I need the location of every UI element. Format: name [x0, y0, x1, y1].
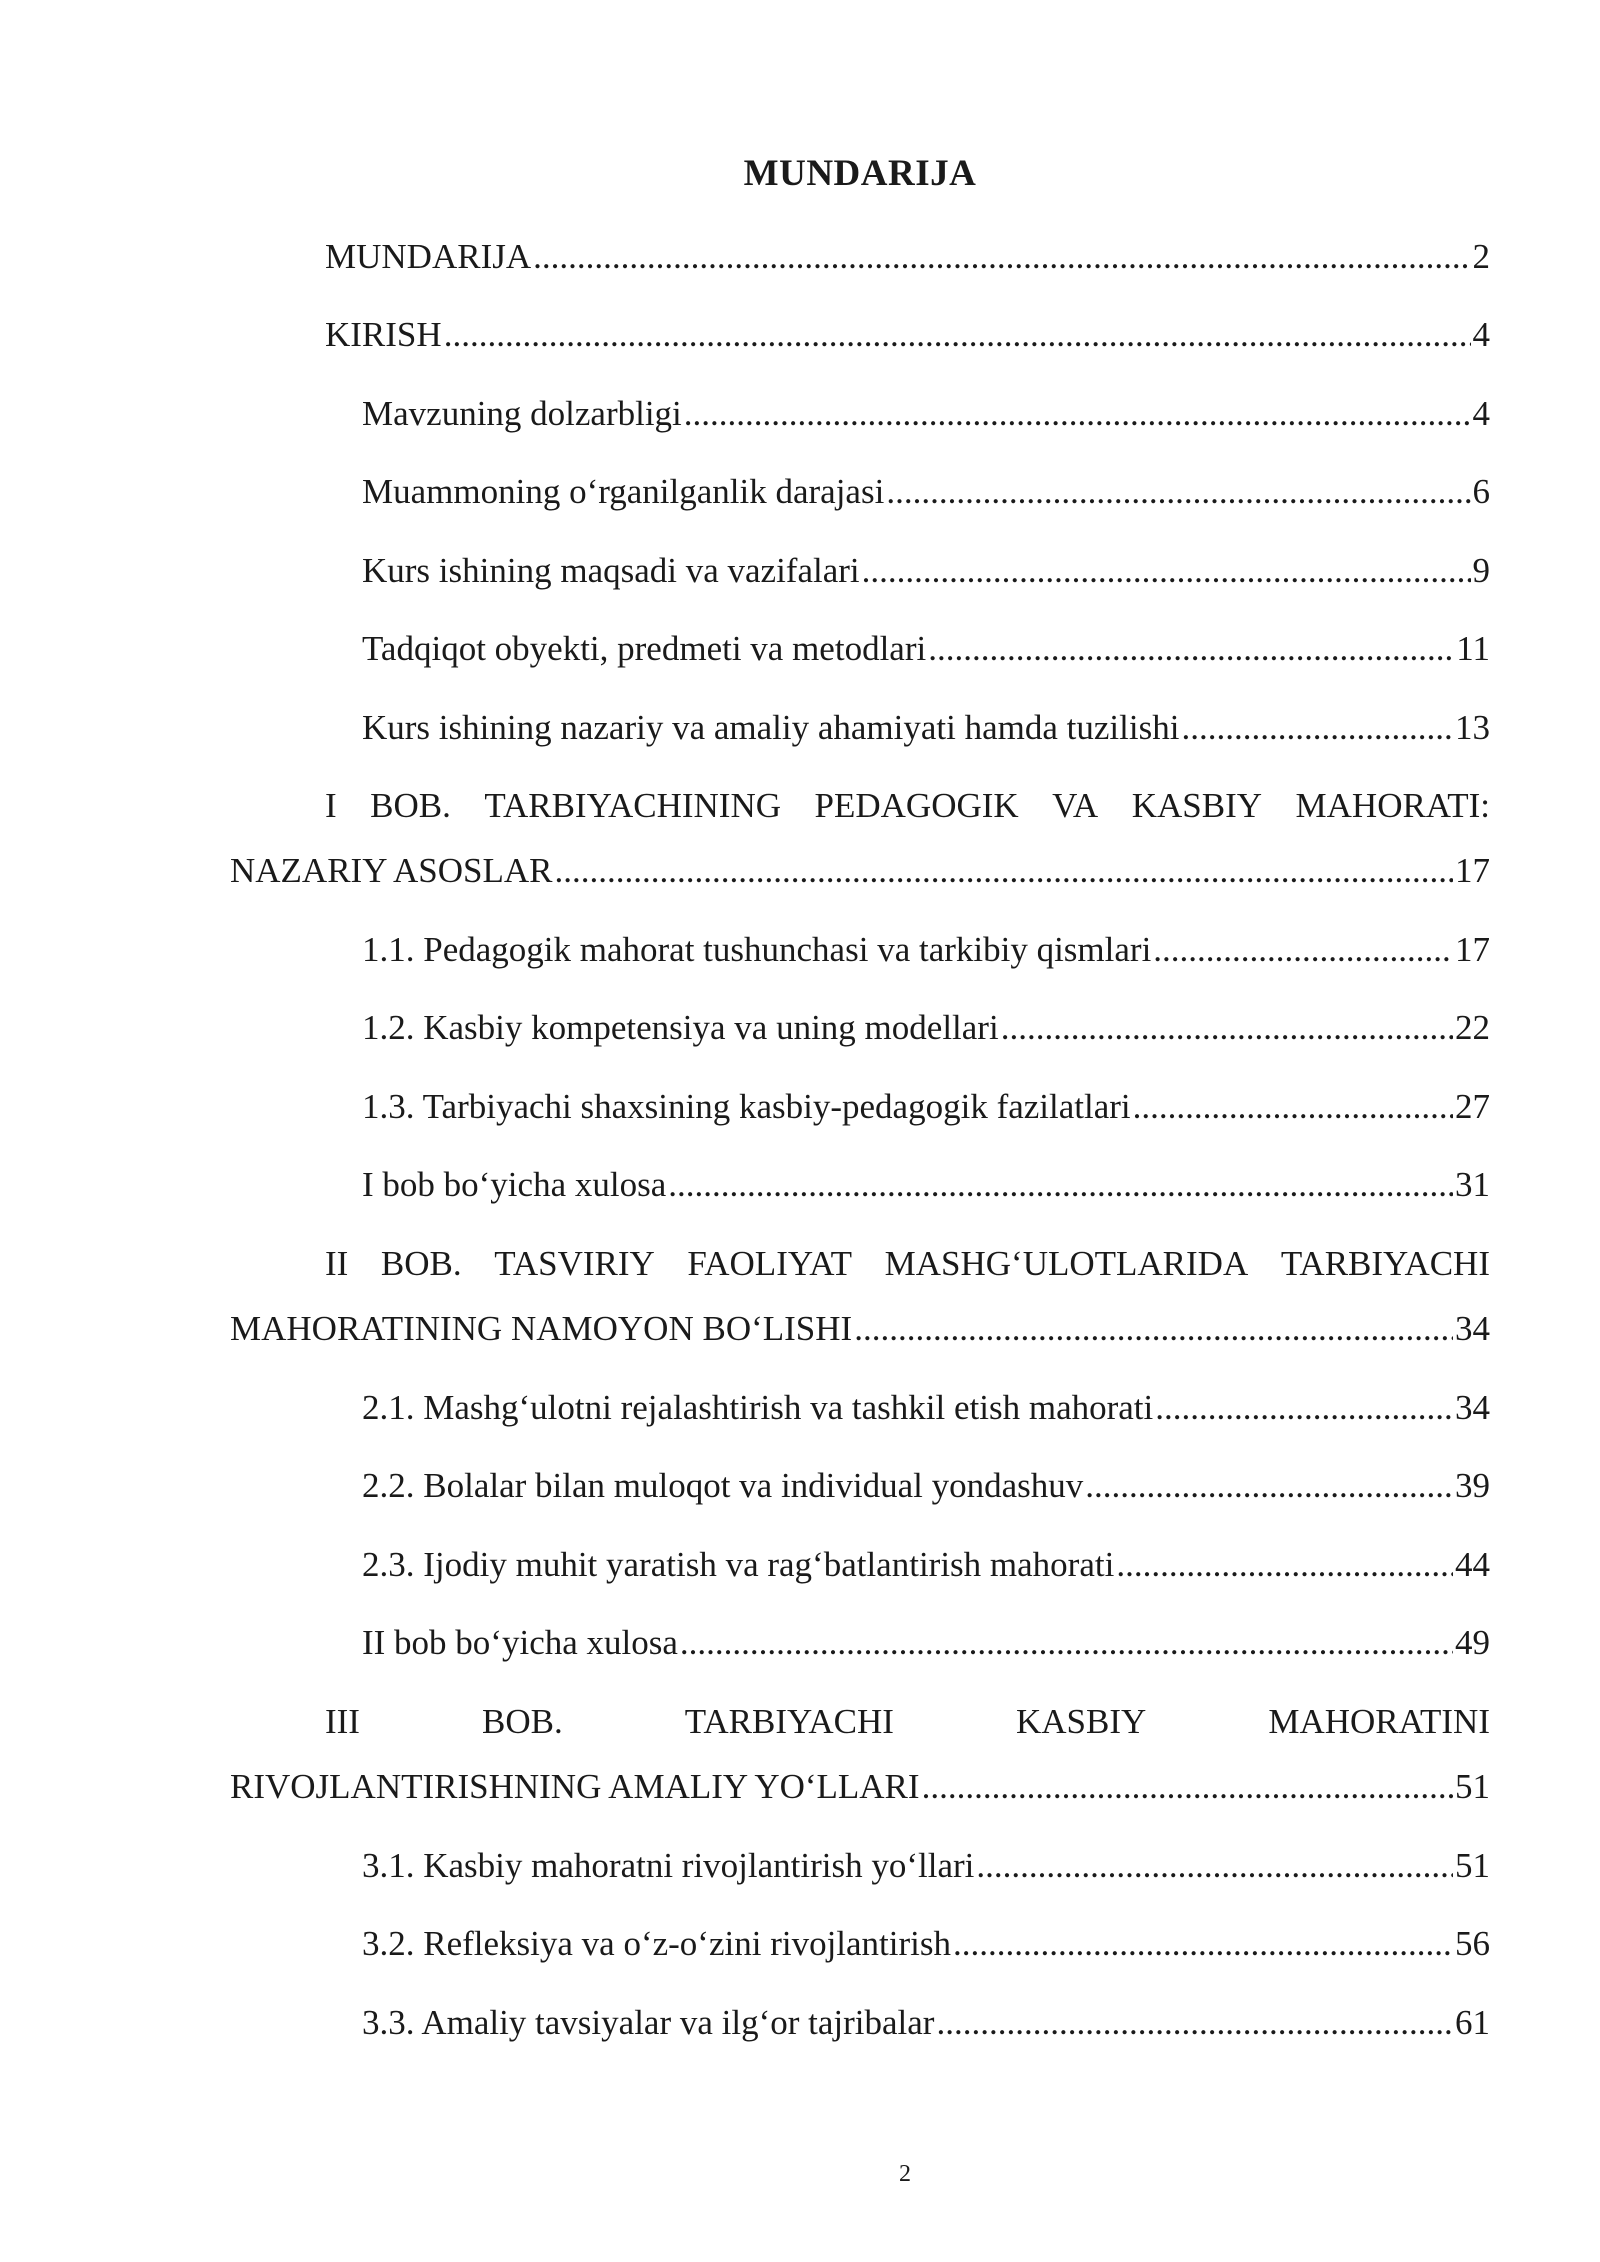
toc-entry-kirish[interactable]: [325, 311, 1490, 359]
page-number: 2: [899, 2161, 911, 2187]
toc-leader-dots: [533, 233, 1470, 281]
toc-entry-2-1[interactable]: [362, 1384, 1490, 1432]
word: TARBIYACHI: [684, 1702, 894, 1741]
toc-entry-xulosa-2[interactable]: [362, 1619, 1490, 1667]
toc-page-number: 27: [1455, 1087, 1490, 1126]
word: FAOLIYAT: [687, 1244, 853, 1283]
toc-page-number: 44: [1455, 1545, 1490, 1584]
toc-page-number: 51: [1455, 1846, 1490, 1885]
toc-entry-chapter-3[interactable]: [230, 1763, 1490, 1811]
toc-leader-dots: [555, 847, 1454, 895]
toc-label: 2.3. Ijodiy muhit yaratish va rag‘batlantirish mahorati: [362, 1545, 1115, 1584]
toc-entry-obyekt[interactable]: [362, 625, 1490, 673]
toc-page-number: 56: [1455, 1924, 1490, 1963]
word: TARBIYACHI: [1280, 1244, 1490, 1283]
toc-label: 1.1. Pedagogik mahorat tushunchasi va tarkibiy qismlari: [362, 930, 1152, 969]
toc-leader-dots: [444, 311, 1471, 359]
toc-page-number: 22: [1455, 1008, 1490, 1047]
toc-page-number: 17: [1455, 851, 1490, 890]
toc-leader-dots: [668, 1161, 1453, 1209]
toc-page-number: 6: [1472, 472, 1490, 511]
toc-label: KIRISH: [325, 315, 442, 354]
toc-chapter-2-heading[interactable]: [325, 1240, 1490, 1288]
word: VA: [1052, 786, 1099, 825]
toc-label: 2.2. Bolalar bilan muloqot va individual yondashuv: [362, 1466, 1084, 1505]
toc-leader-dots: [1133, 1083, 1453, 1131]
toc-entry-1-3[interactable]: [362, 1083, 1490, 1131]
toc-page-number: 17: [1455, 930, 1490, 969]
toc-label: 3.1. Kasbiy mahoratni rivojlantirish yo‘llari: [362, 1846, 975, 1885]
toc-leader-dots: [922, 1763, 1453, 1811]
toc-leader-dots: [1153, 926, 1453, 974]
toc-label: Mavzuning dolzarbligi: [362, 394, 682, 433]
toc-chapter-1-heading[interactable]: [325, 782, 1490, 830]
page-title: MUNDARIJA: [743, 153, 977, 194]
toc-chapter-3-heading[interactable]: [325, 1698, 1490, 1746]
toc-label: Muammoning o‘rganilganlik darajasi: [362, 472, 885, 511]
toc-label: 1.3. Tarbiyachi shaxsining kasbiy-pedagogik fazilatlari: [362, 1087, 1131, 1126]
toc-leader-dots: [928, 625, 1454, 673]
word: MAHORATINI: [1268, 1702, 1490, 1741]
word: TARBIYACHINING: [484, 786, 782, 825]
toc-label: 1.2. Kasbiy kompetensiya va uning modellari: [362, 1008, 999, 1047]
toc-entry-chapter-1[interactable]: [230, 847, 1490, 895]
word: MASHG‘ULOTLARIDA: [884, 1244, 1249, 1283]
word: II: [325, 1244, 349, 1283]
toc-page-number: 34: [1455, 1309, 1490, 1348]
toc-label: II bob bo‘yicha xulosa: [362, 1623, 678, 1662]
toc-entry-mundarija[interactable]: [325, 233, 1490, 281]
toc-label: MAHORATINING NAMOYON BO‘LISHI: [230, 1309, 853, 1348]
toc-leader-dots: [1155, 1384, 1453, 1432]
toc-page-number: 49: [1455, 1623, 1490, 1662]
toc-label: Tadqiqot obyekti, predmeti va metodlari: [362, 629, 927, 668]
toc-entry-xulosa-1[interactable]: [362, 1161, 1490, 1209]
toc-leader-dots: [862, 547, 1471, 595]
toc-leader-dots: [886, 468, 1470, 516]
word: BOB.: [380, 1244, 462, 1283]
toc-leader-dots: [1181, 704, 1453, 752]
toc-entry-chapter-2[interactable]: [230, 1305, 1490, 1353]
toc-page-number: 51: [1455, 1767, 1490, 1806]
toc-entry-ahamiyat[interactable]: [362, 704, 1490, 752]
toc-entry-muammo[interactable]: [362, 468, 1490, 516]
word: KASBIY: [1015, 1702, 1147, 1741]
toc-page-number: 39: [1455, 1466, 1490, 1505]
toc-leader-dots: [976, 1842, 1453, 1890]
toc-label: 2.1. Mashg‘ulotni rejalashtirish va tashkil etish mahorati: [362, 1388, 1154, 1427]
toc-leader-dots: [1001, 1004, 1453, 1052]
toc-leader-dots: [1116, 1541, 1453, 1589]
toc-leader-dots: [684, 390, 1471, 438]
toc-label: MUNDARIJA: [325, 237, 532, 276]
toc-page-number: 13: [1455, 708, 1490, 747]
toc-page-number: 34: [1455, 1388, 1490, 1427]
word: I: [325, 786, 337, 825]
toc-label: NAZARIY ASOSLAR: [230, 851, 553, 890]
toc-entry-2-2[interactable]: [362, 1462, 1490, 1510]
word: BOB.: [482, 1702, 563, 1741]
word: III: [325, 1702, 360, 1741]
toc-page-number: 4: [1472, 394, 1490, 433]
toc-page-number: 9: [1472, 551, 1490, 590]
toc-entry-1-1[interactable]: [362, 926, 1490, 974]
toc-entry-maqsad[interactable]: [362, 547, 1490, 595]
toc-label: RIVOJLANTIRISHNING AMALIY YO‘LLARI: [230, 1767, 920, 1806]
word: TASVIRIY: [494, 1244, 655, 1283]
toc-label: Kurs ishining nazariy va amaliy ahamiyati hamda tuzilishi: [362, 708, 1180, 747]
word: KASBIY: [1131, 786, 1263, 825]
word: PEDAGOGIK: [814, 786, 1019, 825]
toc-leader-dots: [953, 1920, 1453, 1968]
toc-label: 3.3. Amaliy tavsiyalar va ilg‘or tajribalar: [362, 2003, 935, 2042]
toc-entry-1-2[interactable]: [362, 1004, 1490, 1052]
toc-leader-dots: [936, 1999, 1453, 2047]
toc-entry-3-1[interactable]: [362, 1842, 1490, 1890]
toc-page-number: 4: [1472, 315, 1490, 354]
word: MAHORATI:: [1295, 786, 1490, 825]
toc-entry-2-3[interactable]: [362, 1541, 1490, 1589]
toc-leader-dots: [854, 1305, 1453, 1353]
toc-entry-dolzarblik[interactable]: [362, 390, 1490, 438]
toc-label: Kurs ishining maqsadi va vazifalari: [362, 551, 860, 590]
toc-page-number: 2: [1472, 237, 1490, 276]
toc-leader-dots: [680, 1619, 1453, 1667]
toc-label: I bob bo‘yicha xulosa: [362, 1165, 667, 1204]
toc-page-number: 11: [1456, 629, 1490, 668]
word: BOB.: [370, 786, 451, 825]
toc-entry-3-3[interactable]: [362, 1999, 1490, 2047]
toc-page-number: 61: [1455, 2003, 1490, 2042]
toc-page-number: 31: [1455, 1165, 1490, 1204]
toc-leader-dots: [1085, 1462, 1453, 1510]
toc-label: 3.2. Refleksiya va o‘z-o‘zini rivojlantirish: [362, 1924, 952, 1963]
toc-entry-3-2[interactable]: [362, 1920, 1490, 1968]
